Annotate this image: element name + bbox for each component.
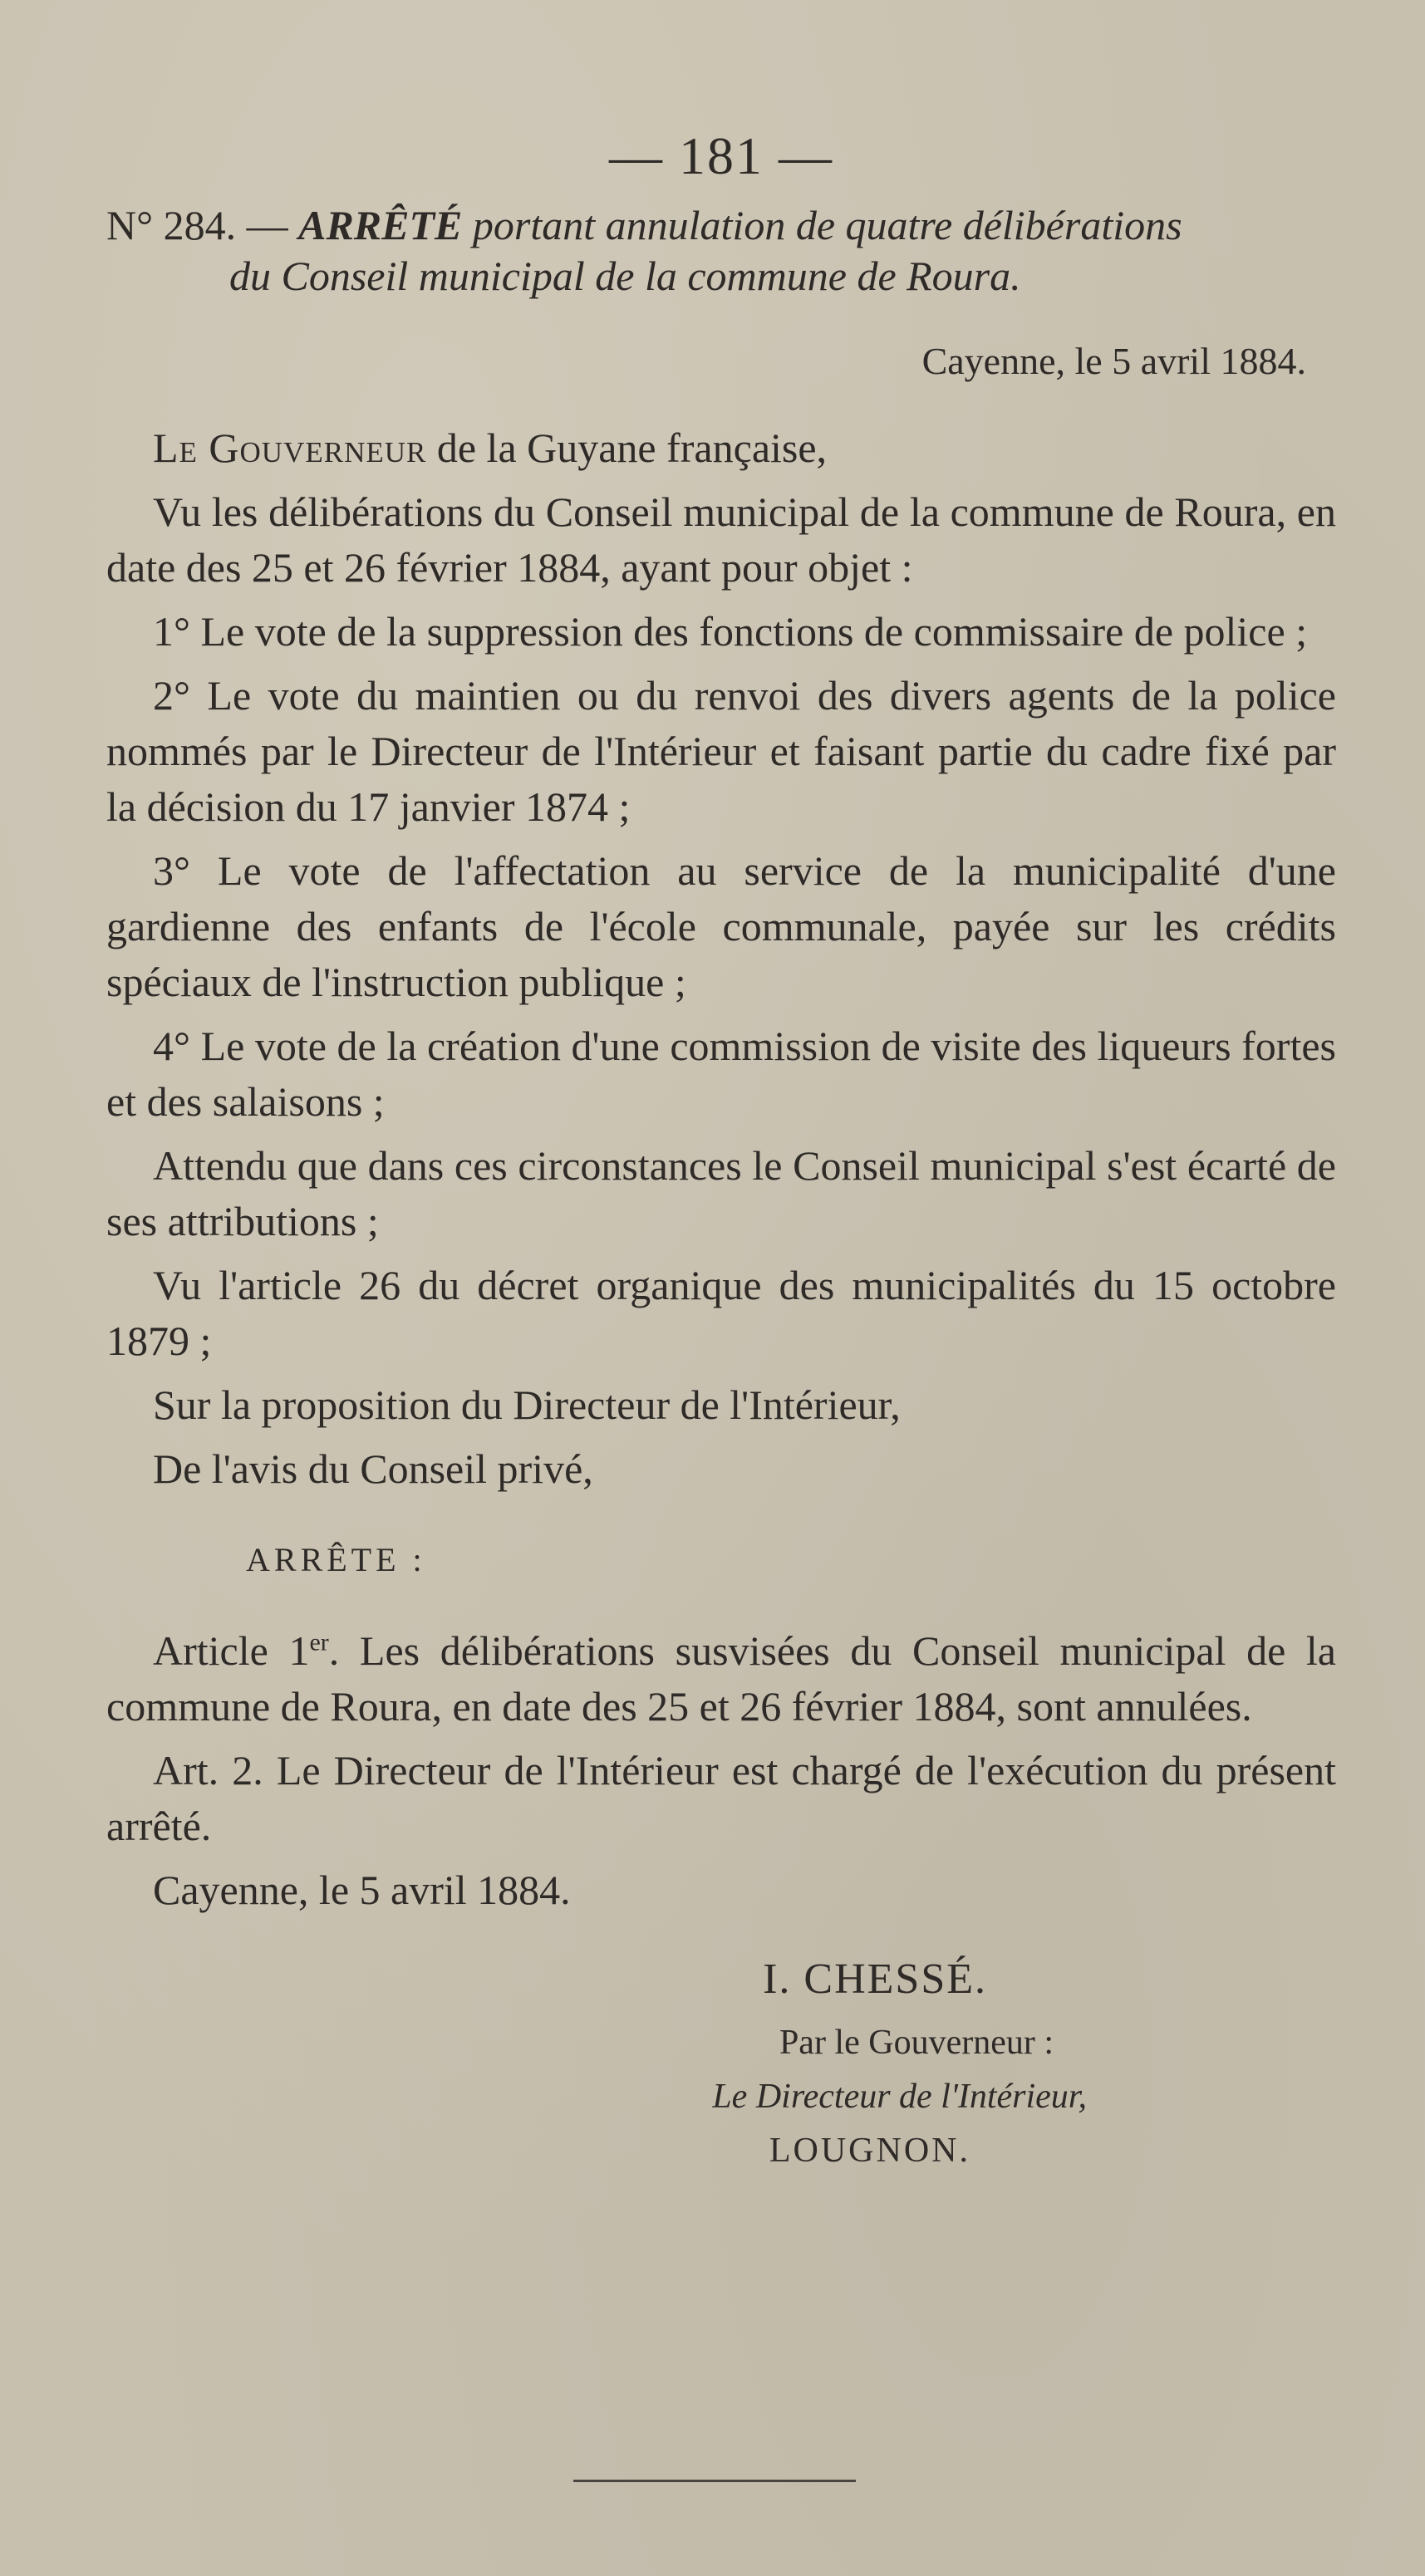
item-paragraph: 3° Le vote de l'affectation au service de la municipalité d'une gardienne des enfants de l'école communale, payée sur les crédits spéciaux de l'instruction publique ;	[106, 846, 1336, 1005]
article-2: Art. 2. Le Directeur de l'Intérieur est chargé de l'exécution du présent arrêté.	[106, 1746, 1336, 1849]
signature-by-line: Par le Gouverneur :	[779, 2023, 1054, 2062]
article-1-label: Article 1	[153, 1627, 310, 1674]
considerant-paragraph: Attendu que dans ces circonstances le Conseil municipal s'est écarté de ses attributions ;	[106, 1141, 1336, 1244]
considerant-paragraph: Sur la proposition du Directeur de l'Intérieur,	[153, 1381, 901, 1428]
considerant-paragraph: Vu les délibérations du Conseil municipal de la commune de Roura, en date des 25 et 26 février 1884, ayant pour objet :	[106, 488, 1336, 591]
decree-title-line2: du Conseil municipal de la commune de Roura.	[229, 252, 1021, 299]
page-number: — 181 —	[609, 126, 833, 185]
considerant-paragraph: Vu l'article 26 du décret organique des municipalités du 15 octobre 1879 ;	[106, 1261, 1336, 1364]
article-1-superscript: er	[309, 1628, 329, 1656]
considerant-paragraph: De l'avis du Conseil privé,	[153, 1445, 593, 1492]
director-title: Le Directeur de l'Intérieur,	[712, 2078, 1087, 2117]
article-1	[106, 1623, 1336, 1735]
governor-signature: I. CHESSÉ.	[763, 1955, 987, 2003]
document-body	[106, 125, 1336, 2175]
governor-rest: de la Guyane française,	[436, 424, 828, 471]
director-signature: LOUGNON.	[769, 2132, 970, 2171]
article-1-text: . Les délibérations susvisées du Conseil municipal de la commune de Roura, en date des 25 et 26 février 1884, sont annulées.	[106, 1627, 1336, 1730]
decree-heading	[106, 200, 1336, 302]
dateline: Cayenne, le 5 avril 1884.	[921, 339, 1306, 382]
arrete-label: ARRÊTE :	[246, 1540, 426, 1578]
item-paragraph: 2° Le vote du maintien ou du renvoi des divers agents de la police nommés par le Directeur de l'Intérieur et faisant partie du cadre fixé par la décision du 17 janvier 1874 ;	[106, 671, 1336, 830]
decree-title-rest: portant annulation de quatre délibérations	[472, 201, 1182, 248]
signature-block	[106, 1951, 1336, 2175]
decree-number: N° 284. —	[106, 201, 288, 248]
closing-rule	[573, 2480, 856, 2482]
item-paragraph: 1° Le vote de la suppression des fonctions de commissaire de police ;	[153, 607, 1308, 655]
governor-line	[106, 420, 1336, 476]
item-paragraph: 4° Le vote de la création d'une commission de visite des liqueurs fortes et des salaisons ;	[106, 1022, 1336, 1125]
decree-title: ARRÊTÉ	[298, 201, 463, 248]
closing-dateline: Cayenne, le 5 avril 1884.	[153, 1866, 571, 1913]
governor-title: Le Gouverneur	[153, 424, 427, 471]
